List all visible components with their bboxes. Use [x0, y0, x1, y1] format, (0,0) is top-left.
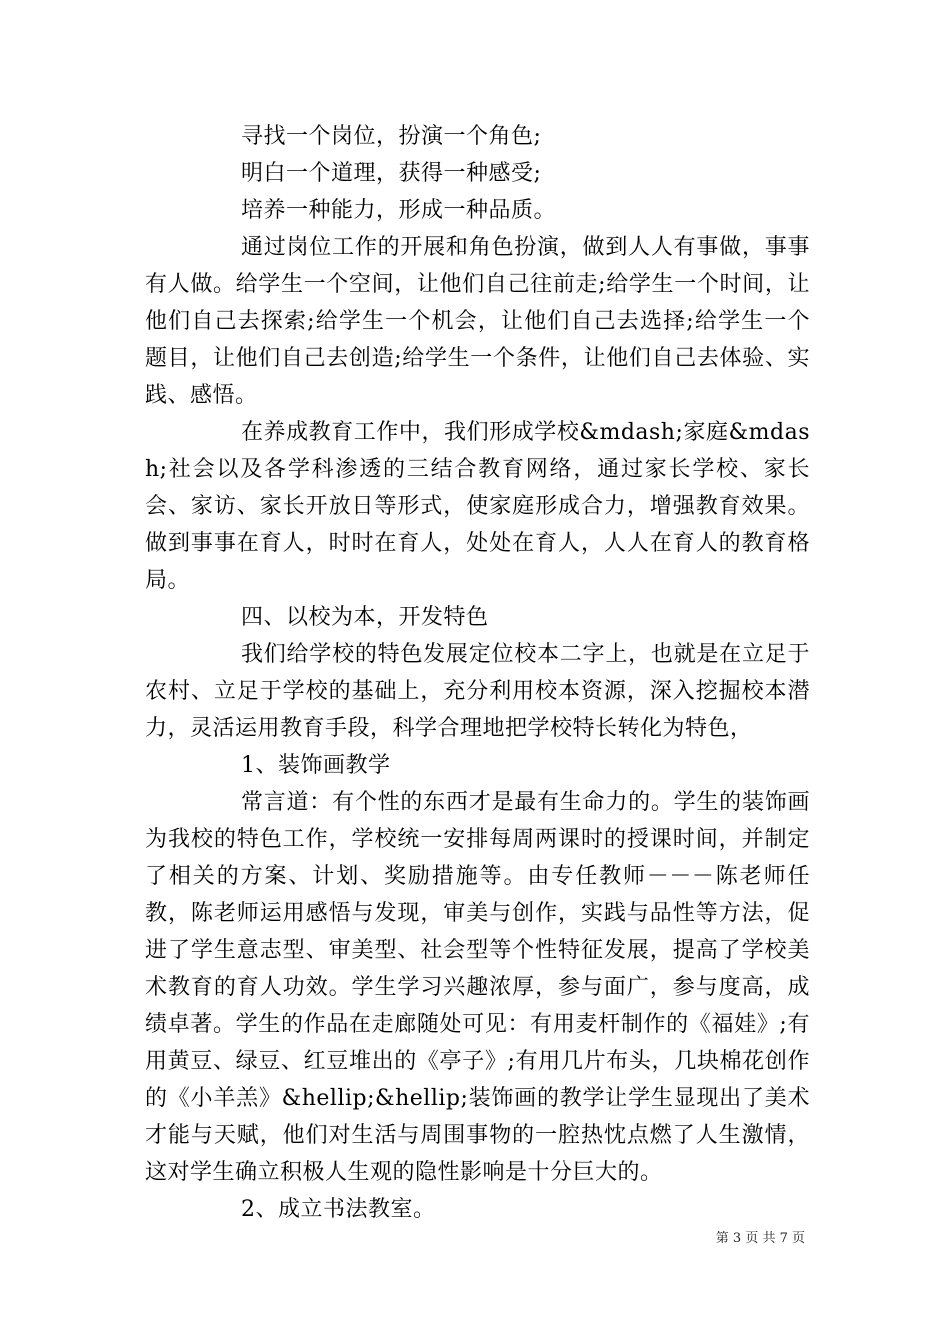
paragraph-decorative-painting: 常言道：有个性的东西才是最有生命力的。学生的装饰画为我校的特色工作，学校统一安排每周两课时的授课时间，并制定了相关的方案、计划、奖励措施等。由专任教师－－－陈老师任教，陈老师运用感悟与发现，审美与创作，实践与品性等方法，促进了学生意志型、审美型、社会型等个性特征发展，提高了学校美术教育的育人功效。学生学习兴趣浓厚，参与面广，参与度高，成绩卓著。学生的作品在走廊随处可见：有用麦杆制作的《福娃》;有用黄豆、绿豆、红豆堆出的《亭子》;有用几片布头，几块棉花创作的《小羊羔》&hellip;&hellip;装饰画的教学让学生显现出了美术才能与天赋，他们对生活与周围事物的一腔热忱点燃了人生激情，这对学生确立积极人生观的隐性影响是十分巨大的。	[145, 790, 810, 1185]
paragraph-feature-positioning: 我们给学校的特色发展定位校本二字上，也就是在立足于农村、立足于学校的基础上，充分利用校本资源，深入挖掘校本潜力，灵活运用教育手段，科学合理地把学校特长转化为特色，	[145, 642, 810, 741]
subheading-decorative-painting: 1、装饰画教学	[241, 753, 391, 778]
paragraph-post-roles: 通过岗位工作的开展和角色扮演，做到人人有事做，事事有人做。给学生一个空间，让他们自己往前走;给学生一个时间，让他们自己去探索;给学生一个机会，让他们自己去选择;给学生一个题目，让他们自己去创造;给学生一个条件，让他们自己去体验、实践、感悟。	[145, 235, 810, 408]
page-number-footer: 第 3 页 共 7 页	[715, 1231, 805, 1246]
subheading-calligraphy-room: 2、成立书法教室。	[241, 1197, 436, 1222]
paragraph-role-line-3: 培养一种能力，形成一种品质。	[241, 198, 557, 223]
section-heading-school-features: 四、以校为本，开发特色	[241, 605, 489, 630]
paragraph-role-line-1: 寻找一个岗位，扮演一个角色;	[241, 124, 542, 149]
document-body	[145, 118, 810, 1228]
paragraph-role-line-2: 明白一个道理，获得一种感受;	[241, 161, 542, 186]
paragraph-education-network: 在养成教育工作中，我们形成学校&mdash;家庭&mdash;社会以及各学科渗透的三结合教育网络，通过家长学校、家长会、家访、家长开放日等形式，使家庭形成合力，增强教育效果。做到事事在育人，时时在育人，处处在育人，人人在育人的教育格局。	[145, 420, 810, 593]
